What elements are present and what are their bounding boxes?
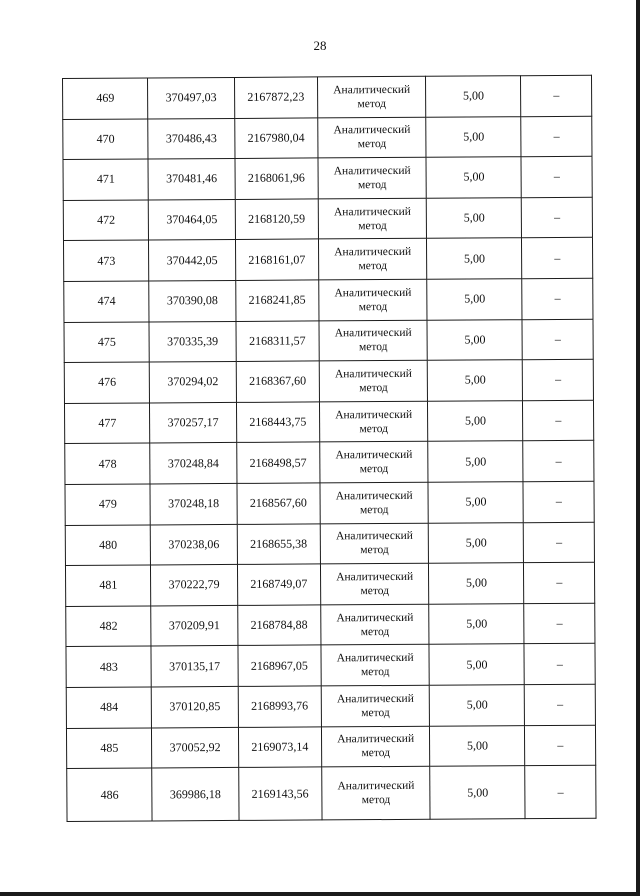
note-cell: – (525, 684, 596, 725)
method-text: Аналитический метод (334, 246, 412, 273)
method-cell (318, 117, 427, 158)
y-coordinate-cell: 2168655,38 (237, 523, 321, 564)
y-coordinate-cell: 2168443,75 (236, 402, 320, 443)
x-coordinate-cell: 370209,91 (151, 605, 237, 646)
x-coordinate-cell: 370248,18 (150, 483, 236, 524)
x-coordinate-cell: 370442,05 (149, 240, 235, 281)
method-text: Аналитический метод (337, 733, 415, 760)
method-text: Аналитический метод (333, 124, 411, 151)
x-coordinate-cell: 370486,43 (148, 118, 234, 159)
point-number-cell: 469 (63, 78, 149, 119)
table-row (64, 319, 593, 363)
accuracy-cell: 5,00 (427, 319, 522, 360)
method-cell (320, 523, 429, 564)
note-cell: – (523, 400, 594, 441)
note-cell: – (524, 562, 595, 603)
y-coordinate-cell: 2168567,60 (237, 483, 321, 524)
note-cell: – (521, 116, 592, 157)
table-row (64, 400, 593, 444)
y-coordinate-cell: 2167980,04 (234, 118, 318, 159)
point-number-cell: 481 (65, 565, 151, 606)
table-row (63, 238, 592, 282)
note-cell: – (521, 156, 592, 197)
x-coordinate-cell: 370052,92 (152, 727, 238, 768)
method-text: Аналитический метод (335, 408, 413, 435)
method-cell (321, 726, 430, 767)
y-coordinate-cell: 2168967,05 (238, 645, 322, 686)
table-row (64, 359, 593, 403)
point-number-cell: 483 (66, 646, 152, 687)
table-row (66, 644, 595, 688)
note-cell: – (524, 522, 595, 563)
method-text: Аналитический метод (335, 489, 413, 516)
y-coordinate-cell: 2169073,14 (238, 726, 322, 767)
method-cell (318, 239, 427, 280)
method-text: Аналитический метод (335, 449, 413, 476)
point-number-cell: 475 (64, 322, 150, 363)
accuracy-cell: 5,00 (426, 157, 521, 198)
method-cell (319, 360, 428, 401)
x-coordinate-cell: 370390,08 (149, 280, 235, 321)
x-coordinate-cell: 370335,39 (149, 321, 235, 362)
method-cell (318, 157, 427, 198)
x-coordinate-cell: 370257,17 (150, 402, 236, 443)
page-number: 28 (313, 38, 327, 53)
point-number-cell: 471 (63, 159, 149, 200)
method-text: Аналитический метод (333, 83, 411, 110)
y-coordinate-cell: 2168784,88 (237, 605, 321, 646)
method-text: Аналитический метод (333, 164, 411, 192)
method-text: Аналитический метод (336, 611, 414, 638)
table-row (64, 278, 593, 322)
y-coordinate-cell: 2168993,76 (238, 686, 322, 727)
table-row (65, 522, 594, 566)
accuracy-cell: 5,00 (429, 563, 524, 604)
y-coordinate-cell: 2167872,23 (234, 77, 318, 118)
method-text: Аналитический метод (334, 286, 412, 313)
point-number-cell: 474 (64, 281, 150, 322)
y-coordinate-cell: 2169143,56 (238, 767, 322, 821)
method-cell (321, 645, 430, 686)
method-cell (319, 279, 428, 320)
note-cell: – (522, 238, 593, 279)
accuracy-cell: 5,00 (430, 766, 526, 820)
note-cell: – (522, 319, 593, 360)
y-coordinate-cell: 2168498,57 (236, 442, 320, 483)
table-row (65, 441, 594, 485)
y-coordinate-cell: 2168749,07 (237, 564, 321, 605)
accuracy-cell: 5,00 (429, 603, 524, 644)
point-number-cell: 484 (66, 687, 152, 728)
point-number-cell: 486 (67, 768, 153, 822)
method-text: Аналитический метод (334, 327, 412, 354)
note-cell: – (521, 75, 592, 116)
table-row (67, 765, 596, 821)
accuracy-cell: 5,00 (427, 360, 522, 401)
accuracy-cell: 5,00 (426, 116, 521, 157)
x-coordinate-cell: 370238,06 (151, 524, 237, 565)
y-coordinate-cell: 2168161,07 (235, 239, 319, 280)
accuracy-cell: 5,00 (430, 725, 525, 766)
y-coordinate-cell: 2168061,96 (235, 158, 319, 199)
method-text: Аналитический метод (336, 570, 414, 598)
accuracy-cell: 5,00 (428, 482, 523, 523)
note-cell: – (523, 359, 594, 400)
point-number-cell: 479 (65, 484, 151, 525)
method-cell (320, 442, 429, 483)
y-coordinate-cell: 2168241,85 (235, 280, 319, 321)
table-row (63, 156, 592, 200)
y-coordinate-cell: 2168367,60 (236, 361, 320, 402)
table-row (66, 684, 595, 728)
point-number-cell: 472 (63, 200, 149, 241)
method-cell (319, 320, 428, 361)
accuracy-cell: 5,00 (426, 76, 521, 117)
method-text: Аналитический метод (337, 779, 415, 807)
x-coordinate-cell: 370464,05 (149, 199, 235, 240)
note-cell: – (525, 765, 596, 818)
x-coordinate-cell: 370294,02 (150, 362, 236, 403)
coordinates-table (62, 75, 597, 822)
x-coordinate-cell: 370222,79 (151, 565, 237, 606)
method-cell (322, 766, 431, 820)
point-number-cell: 478 (65, 443, 151, 484)
accuracy-cell: 5,00 (428, 441, 523, 482)
note-cell: – (525, 725, 596, 766)
method-cell (321, 604, 430, 645)
method-cell (317, 76, 426, 117)
method-text: Аналитический метод (334, 367, 412, 395)
note-cell: – (524, 644, 595, 685)
table-row (66, 603, 595, 647)
table-row (66, 725, 595, 769)
point-number-cell: 470 (63, 119, 149, 160)
method-text: Аналитический метод (333, 205, 411, 232)
point-number-cell: 482 (66, 606, 152, 647)
accuracy-cell: 5,00 (428, 400, 523, 441)
x-coordinate-cell: 370248,84 (150, 443, 236, 484)
table-row (63, 197, 592, 241)
note-cell: – (522, 278, 593, 319)
note-cell: – (523, 441, 594, 482)
method-text: Аналитический метод (336, 692, 414, 719)
table-row (65, 562, 594, 606)
accuracy-cell: 5,00 (427, 279, 522, 320)
table-row (63, 75, 592, 119)
method-cell (320, 563, 429, 604)
y-coordinate-cell: 2168120,59 (235, 199, 319, 240)
note-cell: – (522, 197, 593, 238)
note-cell: – (524, 603, 595, 644)
accuracy-cell: 5,00 (428, 522, 523, 563)
method-text: Аналитический метод (335, 530, 413, 557)
accuracy-cell: 5,00 (429, 644, 524, 685)
x-coordinate-cell: 370120,85 (152, 686, 238, 727)
method-cell (319, 401, 428, 442)
point-number-cell: 473 (63, 240, 149, 281)
y-coordinate-cell: 2168311,57 (236, 320, 320, 361)
point-number-cell: 476 (64, 362, 150, 403)
x-coordinate-cell: 370497,03 (148, 77, 234, 118)
accuracy-cell: 5,00 (426, 197, 521, 238)
method-text: Аналитический метод (336, 651, 414, 679)
table-row (65, 481, 594, 525)
point-number-cell: 480 (65, 524, 151, 565)
accuracy-cell: 5,00 (427, 238, 522, 279)
x-coordinate-cell: 370481,46 (148, 159, 234, 200)
method-cell (320, 482, 429, 523)
point-number-cell: 477 (64, 403, 150, 444)
method-cell (321, 685, 430, 726)
point-number-cell: 485 (66, 727, 152, 768)
x-coordinate-cell: 369986,18 (152, 768, 238, 822)
x-coordinate-cell: 370135,17 (151, 646, 237, 687)
table-row (63, 116, 592, 160)
accuracy-cell: 5,00 (429, 685, 524, 726)
note-cell: – (523, 481, 594, 522)
coordinates-table-body (63, 75, 597, 821)
method-cell (318, 198, 427, 239)
